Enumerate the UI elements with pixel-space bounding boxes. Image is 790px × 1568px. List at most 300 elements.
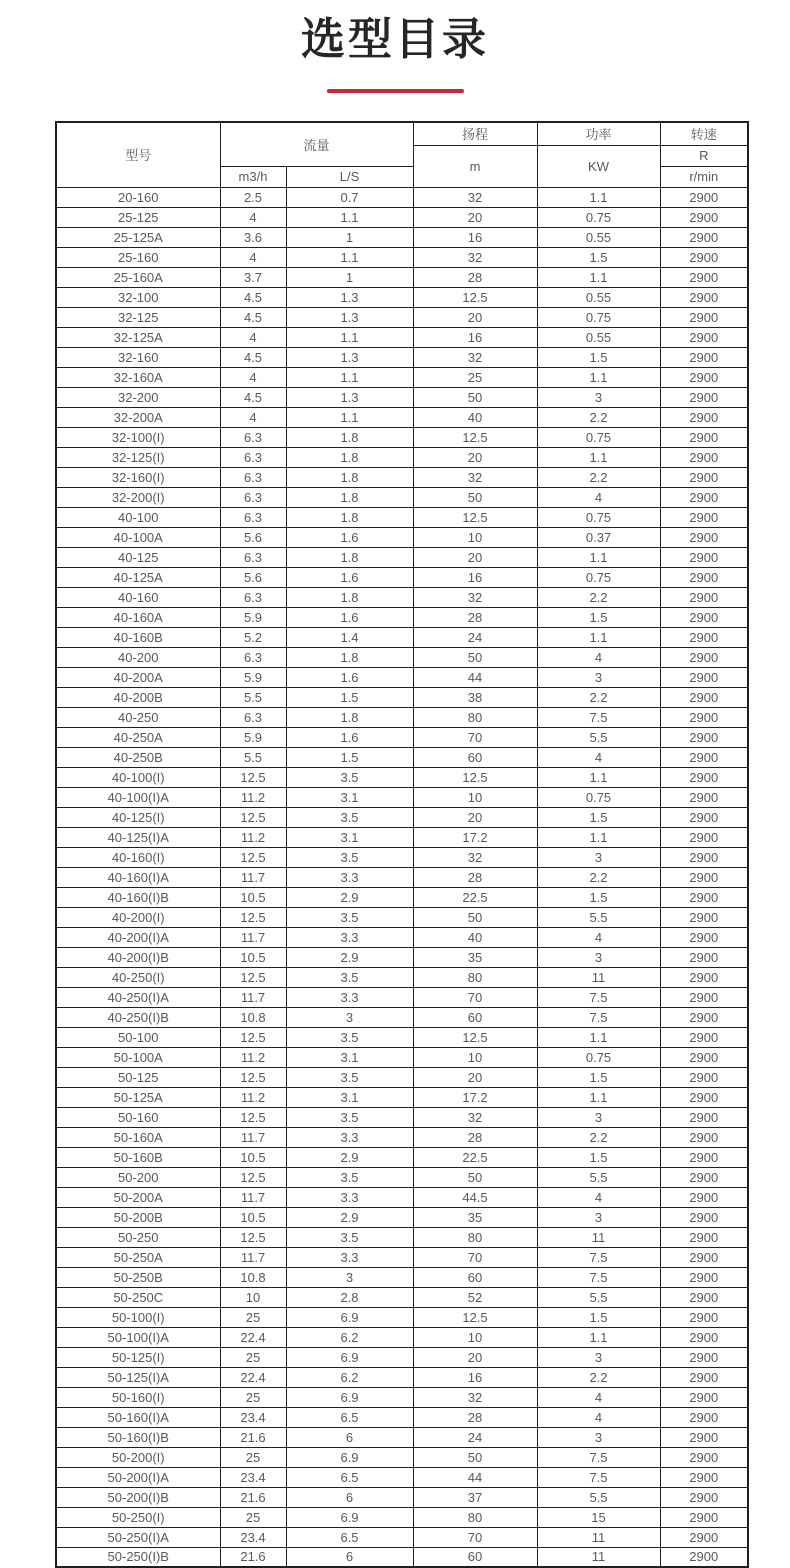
table-row (56, 1107, 748, 1127)
cell-model: 40-125A (56, 567, 220, 587)
cell-power-kw: 11 (537, 967, 660, 987)
cell-speed-rpm: 2900 (660, 407, 748, 427)
table-row (56, 727, 748, 747)
cell-flow-m3h: 10 (220, 1287, 286, 1307)
header-power-unit: KW (537, 145, 660, 187)
table-row (56, 867, 748, 887)
cell-power-kw: 0.75 (537, 567, 660, 587)
cell-flow-ls: 3.1 (286, 1047, 413, 1067)
cell-flow-ls: 1.5 (286, 747, 413, 767)
cell-model: 32-125 (56, 307, 220, 327)
cell-flow-m3h: 10.5 (220, 1147, 286, 1167)
cell-speed-rpm: 2900 (660, 1267, 748, 1287)
table-row (56, 1407, 748, 1427)
cell-power-kw: 4 (537, 1387, 660, 1407)
cell-flow-ls: 6.9 (286, 1307, 413, 1327)
cell-power-kw: 2.2 (537, 1367, 660, 1387)
cell-model: 50-250(I)B (56, 1547, 220, 1567)
cell-flow-m3h: 3.7 (220, 267, 286, 287)
table-row (56, 507, 748, 527)
cell-flow-m3h: 6.3 (220, 547, 286, 567)
cell-flow-ls: 1.8 (286, 647, 413, 667)
cell-flow-m3h: 12.5 (220, 767, 286, 787)
cell-flow-m3h: 4.5 (220, 347, 286, 367)
cell-flow-ls: 6.5 (286, 1527, 413, 1547)
cell-flow-m3h: 12.5 (220, 1167, 286, 1187)
cell-flow-ls: 3.3 (286, 987, 413, 1007)
cell-model: 50-200 (56, 1167, 220, 1187)
cell-head-m: 24 (413, 627, 537, 647)
cell-flow-m3h: 10.8 (220, 1007, 286, 1027)
cell-head-m: 12.5 (413, 427, 537, 447)
cell-speed-rpm: 2900 (660, 767, 748, 787)
cell-model: 40-125(I)A (56, 827, 220, 847)
cell-power-kw: 15 (537, 1507, 660, 1527)
cell-power-kw: 1.5 (537, 607, 660, 627)
cell-power-kw: 3 (537, 387, 660, 407)
cell-head-m: 12.5 (413, 287, 537, 307)
cell-model: 50-125A (56, 1087, 220, 1107)
cell-flow-m3h: 11.2 (220, 1047, 286, 1067)
cell-power-kw: 1.5 (537, 347, 660, 367)
cell-speed-rpm: 2900 (660, 207, 748, 227)
cell-head-m: 32 (413, 347, 537, 367)
cell-speed-rpm: 2900 (660, 747, 748, 767)
cell-model: 40-160(I)B (56, 887, 220, 907)
cell-head-m: 80 (413, 967, 537, 987)
cell-model: 50-125 (56, 1067, 220, 1087)
cell-model: 40-100(I)A (56, 787, 220, 807)
cell-speed-rpm: 2900 (660, 1207, 748, 1227)
cell-flow-ls: 6.9 (286, 1347, 413, 1367)
cell-head-m: 12.5 (413, 767, 537, 787)
cell-flow-m3h: 5.6 (220, 527, 286, 547)
table-row (56, 527, 748, 547)
cell-head-m: 10 (413, 787, 537, 807)
cell-speed-rpm: 2900 (660, 1447, 748, 1467)
cell-flow-m3h: 4 (220, 247, 286, 267)
cell-head-m: 32 (413, 187, 537, 207)
cell-head-m: 16 (413, 327, 537, 347)
table-row (56, 1467, 748, 1487)
cell-model: 25-125A (56, 227, 220, 247)
table-row (56, 207, 748, 227)
table-row (56, 1087, 748, 1107)
cell-speed-rpm: 2900 (660, 727, 748, 747)
table-row (56, 1327, 748, 1347)
cell-flow-m3h: 6.3 (220, 707, 286, 727)
cell-flow-m3h: 5.2 (220, 627, 286, 647)
cell-flow-ls: 1.1 (286, 327, 413, 347)
cell-flow-m3h: 12.5 (220, 1107, 286, 1127)
cell-model: 32-125(I) (56, 447, 220, 467)
cell-flow-m3h: 3.6 (220, 227, 286, 247)
cell-flow-ls: 1 (286, 227, 413, 247)
cell-flow-ls: 3.5 (286, 767, 413, 787)
cell-power-kw: 5.5 (537, 727, 660, 747)
header-head-unit: m (413, 145, 537, 187)
cell-flow-ls: 6.2 (286, 1327, 413, 1347)
table-row (56, 687, 748, 707)
cell-flow-ls: 1.8 (286, 547, 413, 567)
table-row (56, 1027, 748, 1047)
cell-flow-ls: 2.9 (286, 1147, 413, 1167)
cell-head-m: 20 (413, 1067, 537, 1087)
cell-model: 50-160B (56, 1147, 220, 1167)
table-row (56, 1307, 748, 1327)
header-flow-unit-m3h: m3/h (220, 166, 286, 187)
cell-power-kw: 1.5 (537, 1147, 660, 1167)
header-flow-unit-ls: L/S (286, 166, 413, 187)
cell-flow-ls: 1.8 (286, 427, 413, 447)
cell-flow-m3h: 12.5 (220, 847, 286, 867)
table-row (56, 327, 748, 347)
cell-head-m: 16 (413, 1367, 537, 1387)
cell-flow-m3h: 5.5 (220, 687, 286, 707)
cell-speed-rpm: 2900 (660, 367, 748, 387)
cell-model: 50-160(I)A (56, 1407, 220, 1427)
cell-flow-m3h: 11.2 (220, 1087, 286, 1107)
cell-flow-ls: 3.3 (286, 1247, 413, 1267)
cell-flow-ls: 1.8 (286, 587, 413, 607)
table-row (56, 407, 748, 427)
cell-head-m: 70 (413, 727, 537, 747)
cell-speed-rpm: 2900 (660, 227, 748, 247)
cell-model: 32-200 (56, 387, 220, 407)
cell-model: 40-250A (56, 727, 220, 747)
cell-flow-ls: 1.1 (286, 207, 413, 227)
cell-power-kw: 0.75 (537, 207, 660, 227)
header-speed: 转速 (660, 122, 748, 145)
cell-power-kw: 0.55 (537, 287, 660, 307)
cell-speed-rpm: 2900 (660, 867, 748, 887)
cell-model: 40-100A (56, 527, 220, 547)
cell-head-m: 40 (413, 407, 537, 427)
table-row (56, 467, 748, 487)
table-row (56, 427, 748, 447)
cell-flow-ls: 3.5 (286, 1167, 413, 1187)
cell-head-m: 80 (413, 1227, 537, 1247)
table-row (56, 367, 748, 387)
cell-model: 32-160A (56, 367, 220, 387)
header-head: 扬程 (413, 122, 537, 145)
cell-flow-m3h: 21.6 (220, 1427, 286, 1447)
table-row (56, 547, 748, 567)
cell-flow-m3h: 25 (220, 1347, 286, 1367)
cell-power-kw: 1.1 (537, 1327, 660, 1347)
cell-flow-ls: 3.5 (286, 807, 413, 827)
cell-model: 40-250B (56, 747, 220, 767)
cell-speed-rpm: 2900 (660, 907, 748, 927)
cell-model: 40-160B (56, 627, 220, 647)
cell-power-kw: 5.5 (537, 1287, 660, 1307)
cell-power-kw: 2.2 (537, 1127, 660, 1147)
cell-flow-m3h: 4 (220, 207, 286, 227)
cell-speed-rpm: 2900 (660, 267, 748, 287)
cell-flow-m3h: 12.5 (220, 1027, 286, 1047)
cell-power-kw: 4 (537, 1187, 660, 1207)
cell-flow-m3h: 11.7 (220, 867, 286, 887)
cell-model: 50-200B (56, 1207, 220, 1227)
table-row (56, 187, 748, 207)
cell-head-m: 16 (413, 227, 537, 247)
cell-flow-ls: 6 (286, 1547, 413, 1567)
table-row (56, 447, 748, 467)
table-row (56, 787, 748, 807)
cell-speed-rpm: 2900 (660, 427, 748, 447)
cell-head-m: 60 (413, 1267, 537, 1287)
table-row (56, 1207, 748, 1227)
cell-power-kw: 1.1 (537, 367, 660, 387)
cell-speed-rpm: 2900 (660, 467, 748, 487)
cell-flow-m3h: 11.2 (220, 787, 286, 807)
table-row (56, 1147, 748, 1167)
cell-speed-rpm: 2900 (660, 187, 748, 207)
table-row (56, 247, 748, 267)
table-row (56, 1287, 748, 1307)
cell-flow-ls: 3.1 (286, 1087, 413, 1107)
cell-speed-rpm: 2900 (660, 447, 748, 467)
table-row (56, 347, 748, 367)
cell-flow-ls: 1.8 (286, 507, 413, 527)
cell-flow-m3h: 10.8 (220, 1267, 286, 1287)
cell-head-m: 60 (413, 1007, 537, 1027)
table-body (56, 187, 748, 1567)
cell-flow-m3h: 5.9 (220, 727, 286, 747)
cell-model: 40-200(I) (56, 907, 220, 927)
cell-power-kw: 7.5 (537, 987, 660, 1007)
cell-speed-rpm: 2900 (660, 947, 748, 967)
cell-speed-rpm: 2900 (660, 1367, 748, 1387)
header-speed-unit-r: R (660, 145, 748, 166)
cell-flow-m3h: 5.6 (220, 567, 286, 587)
cell-power-kw: 3 (537, 947, 660, 967)
cell-model: 50-250(I) (56, 1507, 220, 1527)
cell-model: 40-250(I)A (56, 987, 220, 1007)
cell-model: 50-100(I)A (56, 1327, 220, 1347)
table-row (56, 587, 748, 607)
cell-power-kw: 1.1 (537, 447, 660, 467)
table-row (56, 627, 748, 647)
cell-flow-ls: 3 (286, 1267, 413, 1287)
table-row (56, 767, 748, 787)
cell-flow-m3h: 25 (220, 1307, 286, 1327)
cell-model: 50-200A (56, 1187, 220, 1207)
cell-model: 50-100(I) (56, 1307, 220, 1327)
cell-head-m: 80 (413, 707, 537, 727)
cell-model: 50-250(I)A (56, 1527, 220, 1547)
cell-model: 40-125 (56, 547, 220, 567)
header-power: 功率 (537, 122, 660, 145)
cell-head-m: 28 (413, 867, 537, 887)
cell-head-m: 28 (413, 267, 537, 287)
cell-speed-rpm: 2900 (660, 1467, 748, 1487)
table-row (56, 667, 748, 687)
cell-power-kw: 2.2 (537, 407, 660, 427)
cell-speed-rpm: 2900 (660, 1247, 748, 1267)
cell-flow-ls: 2.8 (286, 1287, 413, 1307)
cell-flow-m3h: 6.3 (220, 647, 286, 667)
cell-head-m: 60 (413, 747, 537, 767)
cell-speed-rpm: 2900 (660, 807, 748, 827)
table-row (56, 1547, 748, 1567)
cell-power-kw: 0.75 (537, 427, 660, 447)
cell-model: 50-200(I)B (56, 1487, 220, 1507)
cell-model: 40-160(I)A (56, 867, 220, 887)
cell-power-kw: 4 (537, 487, 660, 507)
cell-speed-rpm: 2900 (660, 1287, 748, 1307)
cell-power-kw: 1.5 (537, 807, 660, 827)
title-divider (327, 89, 464, 93)
cell-model: 32-160(I) (56, 467, 220, 487)
cell-flow-ls: 3.3 (286, 927, 413, 947)
cell-speed-rpm: 2900 (660, 1227, 748, 1247)
table-row (56, 267, 748, 287)
cell-power-kw: 3 (537, 667, 660, 687)
cell-speed-rpm: 2900 (660, 1187, 748, 1207)
cell-head-m: 32 (413, 847, 537, 867)
cell-head-m: 32 (413, 1107, 537, 1127)
cell-head-m: 20 (413, 307, 537, 327)
cell-flow-ls: 3.3 (286, 1127, 413, 1147)
cell-power-kw: 0.75 (537, 1047, 660, 1067)
cell-flow-m3h: 4.5 (220, 307, 286, 327)
cell-model: 32-160 (56, 347, 220, 367)
cell-head-m: 17.2 (413, 827, 537, 847)
cell-flow-ls: 1.6 (286, 727, 413, 747)
cell-model: 50-125(I)A (56, 1367, 220, 1387)
cell-speed-rpm: 2900 (660, 607, 748, 627)
cell-head-m: 50 (413, 387, 537, 407)
header-speed-unit-rmin: r/min (660, 166, 748, 187)
cell-speed-rpm: 2900 (660, 1007, 748, 1027)
table-row (56, 747, 748, 767)
cell-flow-ls: 1.1 (286, 247, 413, 267)
cell-head-m: 44 (413, 667, 537, 687)
cell-head-m: 52 (413, 1287, 537, 1307)
cell-speed-rpm: 2900 (660, 787, 748, 807)
cell-head-m: 20 (413, 207, 537, 227)
cell-model: 20-160 (56, 187, 220, 207)
table-row (56, 1047, 748, 1067)
cell-speed-rpm: 2900 (660, 287, 748, 307)
cell-model: 40-200(I)B (56, 947, 220, 967)
table-row (56, 707, 748, 727)
table-row (56, 1387, 748, 1407)
cell-model: 40-200 (56, 647, 220, 667)
cell-speed-rpm: 2900 (660, 1107, 748, 1127)
cell-model: 40-250(I) (56, 967, 220, 987)
cell-model: 50-160(I) (56, 1387, 220, 1407)
cell-power-kw: 3 (537, 1427, 660, 1447)
table-row (56, 567, 748, 587)
cell-power-kw: 5.5 (537, 1167, 660, 1187)
cell-head-m: 32 (413, 587, 537, 607)
cell-head-m: 10 (413, 527, 537, 547)
cell-flow-m3h: 4.5 (220, 287, 286, 307)
cell-head-m: 32 (413, 1387, 537, 1407)
cell-speed-rpm: 2900 (660, 847, 748, 867)
table-header (56, 122, 748, 187)
table-row (56, 967, 748, 987)
table-row (56, 947, 748, 967)
cell-power-kw: 1.1 (537, 1027, 660, 1047)
cell-speed-rpm: 2900 (660, 1027, 748, 1047)
cell-flow-ls: 3.1 (286, 787, 413, 807)
cell-flow-ls: 2.9 (286, 887, 413, 907)
cell-flow-ls: 1.6 (286, 527, 413, 547)
cell-speed-rpm: 2900 (660, 1167, 748, 1187)
cell-power-kw: 7.5 (537, 1447, 660, 1467)
cell-model: 25-160 (56, 247, 220, 267)
cell-head-m: 50 (413, 487, 537, 507)
cell-flow-ls: 1.3 (286, 287, 413, 307)
cell-model: 32-200A (56, 407, 220, 427)
cell-flow-m3h: 6.3 (220, 467, 286, 487)
cell-flow-m3h: 12.5 (220, 1067, 286, 1087)
cell-power-kw: 7.5 (537, 1007, 660, 1027)
cell-flow-m3h: 6.3 (220, 487, 286, 507)
cell-flow-m3h: 6.3 (220, 427, 286, 447)
cell-model: 50-200(I)A (56, 1467, 220, 1487)
cell-power-kw: 11 (537, 1547, 660, 1567)
cell-power-kw: 4 (537, 1407, 660, 1427)
cell-speed-rpm: 2900 (660, 707, 748, 727)
cell-flow-m3h: 5.9 (220, 607, 286, 627)
cell-model: 40-250 (56, 707, 220, 727)
cell-power-kw: 0.75 (537, 787, 660, 807)
cell-flow-ls: 3.5 (286, 1027, 413, 1047)
table-row (56, 1067, 748, 1087)
cell-flow-m3h: 10.5 (220, 1207, 286, 1227)
cell-power-kw: 3 (537, 1347, 660, 1367)
cell-flow-ls: 6.9 (286, 1507, 413, 1527)
cell-flow-ls: 1.8 (286, 487, 413, 507)
cell-flow-m3h: 12.5 (220, 967, 286, 987)
cell-power-kw: 7.5 (537, 707, 660, 727)
cell-power-kw: 1.5 (537, 1307, 660, 1327)
cell-power-kw: 7.5 (537, 1467, 660, 1487)
cell-power-kw: 1.1 (537, 187, 660, 207)
cell-flow-m3h: 11.7 (220, 987, 286, 1007)
cell-speed-rpm: 2900 (660, 547, 748, 567)
cell-flow-ls: 0.7 (286, 187, 413, 207)
cell-power-kw: 4 (537, 647, 660, 667)
cell-power-kw: 11 (537, 1527, 660, 1547)
header-flow: 流量 (220, 122, 413, 166)
cell-model: 50-200(I) (56, 1447, 220, 1467)
cell-model: 40-200B (56, 687, 220, 707)
cell-model: 40-100 (56, 507, 220, 527)
cell-speed-rpm: 2900 (660, 1147, 748, 1167)
cell-speed-rpm: 2900 (660, 527, 748, 547)
cell-flow-m3h: 5.9 (220, 667, 286, 687)
cell-flow-ls: 1.1 (286, 407, 413, 427)
table-row (56, 1347, 748, 1367)
cell-power-kw: 1.1 (537, 767, 660, 787)
cell-power-kw: 5.5 (537, 1487, 660, 1507)
cell-power-kw: 4 (537, 747, 660, 767)
cell-head-m: 50 (413, 1447, 537, 1467)
cell-flow-m3h: 12.5 (220, 1227, 286, 1247)
table-row (56, 827, 748, 847)
cell-model: 50-160A (56, 1127, 220, 1147)
cell-head-m: 32 (413, 467, 537, 487)
cell-model: 32-200(I) (56, 487, 220, 507)
table-row (56, 1427, 748, 1447)
cell-power-kw: 1.1 (537, 627, 660, 647)
cell-flow-m3h: 6.3 (220, 447, 286, 467)
